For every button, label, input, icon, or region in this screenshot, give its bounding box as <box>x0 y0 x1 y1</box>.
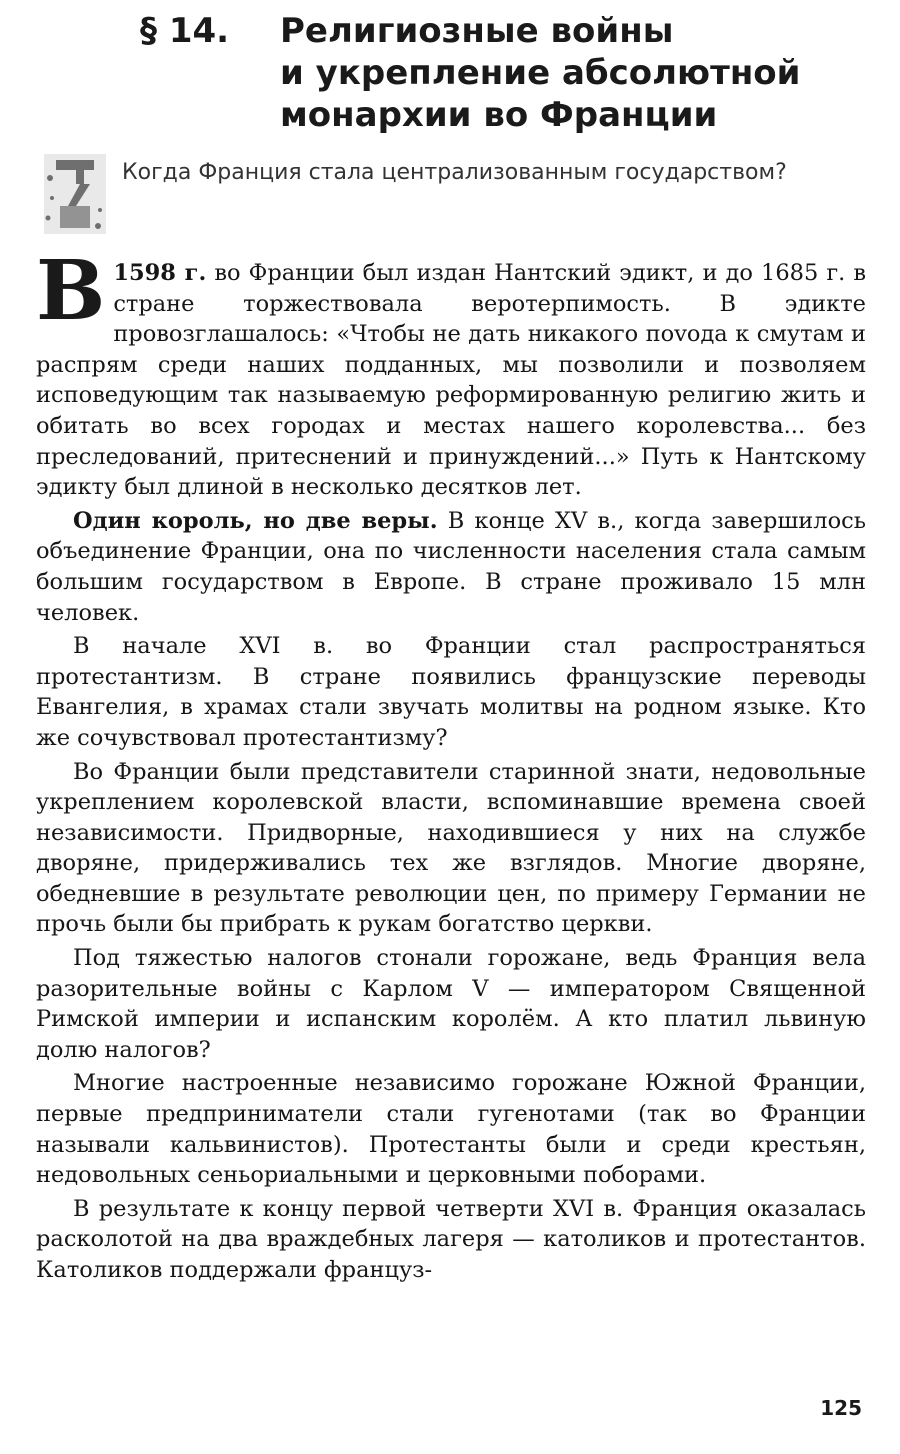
paragraph: В 1598 г. во Франции был издан Нантский эдикт, и до 1685 г. в стране торжествовала веротерпимость. В эдикте провозглашалось: «Чтобы не дать никакого поvода к смутам и распрям среди наших подданных, мы позволили и позволяем исповедующим так называемую реформированную религию жить и обитать во всех городах и местах нашего королевства... без преследований, притеснений и принуждений...» Путь к Нантскому эдикту был длиной в несколько десятков лет. <box>36 243 866 501</box>
bold-date: 1598 г. <box>113 260 207 286</box>
paragraph: В результате к концу первой четверти XVI в. Франция оказалась расколотой на два враждебных лагеря — католиков и протестантов. Католиков поддержали француз- <box>36 1195 866 1283</box>
section-title <box>280 10 900 136</box>
section-title-line: и укрепление абсолютной <box>280 53 801 93</box>
section-title-line: Религиозные войны <box>280 11 674 51</box>
section-title-line: монархии во Франции <box>280 95 718 135</box>
subheading: Один король, но две веры. <box>73 507 438 534</box>
main-text <box>36 243 866 1289</box>
paragraph: Многие настроенные независимо горожане Южной Франции, первые предприниматели стали гугенотами (так во Франции называли кальвинистов). Протестанты были и среди крестьян, недовольных сеньориальными и церковными поборами. <box>36 1070 866 1189</box>
paragraph: Под тяжестью налогов стонали горожане, ведь Франция вела разорительные войны с Карлом V — императором Священной Римской империи и испанским королём. А кто платил львиную долю налогов? <box>36 945 866 1063</box>
paragraph: Один король, но две веры. В конце XV в., когда завершилось объединение Франции, она по численности населения стала самым большим государством в Европе. В стране проживало 15 млн человек. <box>36 507 866 626</box>
question-text: Когда Франция стала централизованным государством? <box>122 160 787 185</box>
section-number: § 14. <box>140 11 230 51</box>
page-number: 125 <box>820 1396 862 1420</box>
paragraph: Во Франции были представители старинной знати, недовольные укреплением королевской власти, вспоминавшие времена своей независимости. Придворные, находившиеся у них на службе дворяне, придерживались тех же взглядов. Многие дворяне, обедневшие в результате революции цен, по примеру Германии не прочь были бы прибрать к рукам богатство церкви. <box>36 758 866 938</box>
drop-cap: В <box>36 243 106 339</box>
question-mark-icon <box>36 148 112 240</box>
paragraph: В начале XVI в. во Франции стал распространяться протестантизм. В стране появились французские переводы Евангелия, в храмах стали звучать молитвы на родном языке. Кто же сочувствовал протестантизму? <box>36 633 866 751</box>
review-question <box>36 148 876 248</box>
